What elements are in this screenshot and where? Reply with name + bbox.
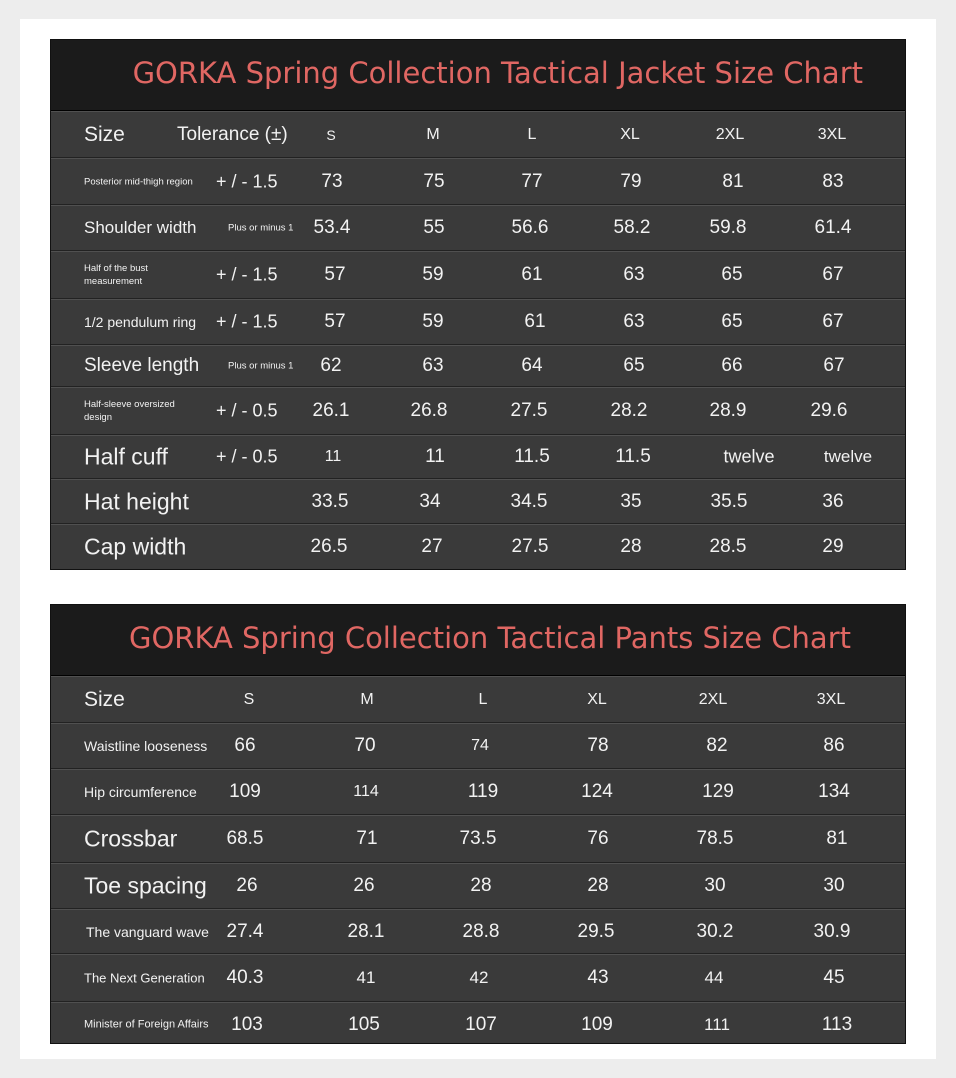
jacket-header-row xyxy=(51,111,905,158)
row-label: Toe spacing xyxy=(84,872,207,899)
value-cell: 113 xyxy=(821,1013,853,1035)
value-cell: 59 xyxy=(422,264,444,285)
size-col-s: S xyxy=(243,690,255,708)
value-cell: 29.6 xyxy=(810,400,848,421)
table-row xyxy=(51,524,905,568)
table-row xyxy=(51,815,905,863)
table-row xyxy=(51,387,905,435)
value-cell: 103 xyxy=(231,1013,263,1035)
value-cell: 28.8 xyxy=(462,920,500,942)
row-tolerance: + / - 0.5 xyxy=(216,400,278,421)
size-col-3xl: 3XL xyxy=(817,125,847,143)
size-header: Size xyxy=(84,687,125,711)
value-cell: 119 xyxy=(467,781,499,802)
value-cell: 11.5 xyxy=(514,446,550,467)
row-label: Hat height xyxy=(84,488,189,514)
table-row xyxy=(51,251,905,299)
size-col-2xl: 2XL xyxy=(715,125,745,143)
value-cell: 67 xyxy=(823,355,845,376)
value-cell: 107 xyxy=(465,1013,497,1035)
value-cell: 30.9 xyxy=(813,920,851,942)
pants-header-row xyxy=(51,676,905,723)
value-cell: 34.5 xyxy=(510,490,548,512)
row-label: Half-sleeve oversized design xyxy=(84,399,175,423)
value-cell: 56.6 xyxy=(511,217,549,238)
row-label: Minister of Foreign Affairs xyxy=(84,1018,209,1030)
value-cell: 30.2 xyxy=(696,920,734,942)
value-cell: 26 xyxy=(236,875,258,896)
value-cell: 67 xyxy=(822,264,844,285)
jacket-chart-title: GORKA Spring Collection Tactical Jacket Size Chart xyxy=(132,56,863,90)
row-tolerance: + / - 1.5 xyxy=(216,264,278,285)
value-cell: 53.4 xyxy=(313,217,351,238)
value-cell: 28 xyxy=(587,875,609,896)
value-cell: 55 xyxy=(423,217,445,238)
value-cell: 73 xyxy=(321,170,343,192)
table-row xyxy=(51,954,905,1002)
value-cell: 61 xyxy=(521,264,543,285)
size-col-m: M xyxy=(360,690,374,708)
value-cell: 81 xyxy=(722,170,744,192)
value-cell: 42 xyxy=(469,968,489,987)
value-cell: 134 xyxy=(818,781,850,802)
value-cell: 67 xyxy=(822,311,844,332)
value-cell: 35.5 xyxy=(710,490,748,512)
row-label: The Next Generation xyxy=(84,970,205,986)
row-tolerance: + / - 1.5 xyxy=(216,171,278,191)
row-label: Half cuff xyxy=(84,443,168,470)
tolerance-header: Tolerance (±) xyxy=(177,123,288,145)
value-cell: 30 xyxy=(704,875,726,896)
value-cell: 81 xyxy=(826,828,848,849)
value-cell: 45 xyxy=(823,967,845,988)
table-row xyxy=(51,205,905,251)
size-col-l: L xyxy=(527,125,537,143)
row-tolerance: + / - 0.5 xyxy=(216,446,278,467)
value-cell: 63 xyxy=(422,355,444,376)
row-label: Crossbar xyxy=(84,825,178,852)
value-cell: 78.5 xyxy=(696,828,734,849)
value-cell: twelve xyxy=(723,446,775,467)
value-cell: 63 xyxy=(623,264,645,285)
value-cell: 26.5 xyxy=(310,535,348,557)
value-cell: 27.5 xyxy=(511,535,549,557)
value-cell: 74 xyxy=(471,737,489,754)
value-cell: 11 xyxy=(425,446,445,467)
value-cell: 82 xyxy=(706,735,728,756)
row-label: Waistline looseness xyxy=(84,738,208,754)
value-cell: 61.4 xyxy=(814,217,852,238)
value-cell: 65 xyxy=(623,355,645,376)
table-row xyxy=(51,1002,905,1046)
value-cell: 71 xyxy=(356,828,378,849)
value-cell: 109 xyxy=(229,781,261,802)
row-tolerance: Plus or minus 1 xyxy=(228,360,294,372)
value-cell: 59 xyxy=(422,311,444,332)
value-cell: 73.5 xyxy=(459,828,497,849)
value-cell: 105 xyxy=(348,1013,380,1035)
value-cell: 28 xyxy=(470,875,492,896)
value-cell: 65 xyxy=(721,264,743,285)
value-cell: 70 xyxy=(354,735,376,756)
value-cell: 33.5 xyxy=(311,490,349,512)
table-row xyxy=(51,863,905,909)
value-cell: 83 xyxy=(822,170,844,192)
value-cell: 65 xyxy=(721,311,743,332)
value-cell: 63 xyxy=(623,311,645,332)
pants-chart-title: GORKA Spring Collection Tactical Pants Size Chart xyxy=(129,621,851,655)
value-cell: 27 xyxy=(421,535,443,557)
row-label: The vanguard wave xyxy=(86,923,209,940)
value-cell: 36 xyxy=(822,490,844,512)
value-cell: 27.5 xyxy=(510,400,548,421)
value-cell: 64 xyxy=(521,355,543,376)
value-cell: 43 xyxy=(587,967,609,988)
value-cell: 28 xyxy=(620,535,642,557)
value-cell: 35 xyxy=(620,490,642,512)
value-cell: 124 xyxy=(581,781,613,802)
table-row xyxy=(51,435,905,479)
table-row xyxy=(51,769,905,815)
value-cell: 28.5 xyxy=(709,535,747,557)
pants-title-bar xyxy=(51,605,905,676)
table-row xyxy=(51,909,905,954)
value-cell: 44 xyxy=(704,968,724,987)
value-cell: 66 xyxy=(721,355,743,376)
row-label: 1/2 pendulum ring xyxy=(84,314,197,330)
value-cell: 27.4 xyxy=(226,920,264,942)
row-tolerance: Plus or minus 1 xyxy=(228,222,294,234)
value-cell: 109 xyxy=(581,1013,613,1035)
row-label: Shoulder width xyxy=(84,218,197,237)
table-row xyxy=(51,299,905,345)
value-cell: 30 xyxy=(823,875,845,896)
value-cell: 28.2 xyxy=(610,400,648,421)
value-cell: 76 xyxy=(587,828,609,849)
size-col-xl: XL xyxy=(587,690,607,708)
value-cell: 59.8 xyxy=(709,217,747,238)
size-col-2xl: 2XL xyxy=(698,690,728,708)
jacket-size-chart xyxy=(50,39,906,570)
value-cell: 34 xyxy=(419,490,441,512)
value-cell: 28.1 xyxy=(347,920,385,942)
pants-size-chart xyxy=(50,604,906,1044)
value-cell: 111 xyxy=(704,1014,730,1034)
value-cell: twelve xyxy=(823,447,873,466)
row-label: Half of the bust measurement xyxy=(84,263,148,287)
value-cell: 11.5 xyxy=(615,446,651,467)
row-label: Sleeve length xyxy=(84,355,200,376)
value-cell: 28.9 xyxy=(709,400,747,421)
value-cell: 114 xyxy=(353,783,379,800)
table-row xyxy=(51,479,905,524)
value-cell: 129 xyxy=(702,781,734,802)
value-cell: 66 xyxy=(234,735,256,756)
size-header: Size xyxy=(84,122,125,146)
value-cell: 26 xyxy=(353,875,375,896)
value-cell: 11 xyxy=(324,448,342,465)
value-cell: 86 xyxy=(823,735,845,756)
value-cell: 57 xyxy=(324,264,346,285)
jacket-title-bar xyxy=(51,40,905,111)
row-label: Posterior mid-thigh region xyxy=(84,176,193,187)
value-cell: 61 xyxy=(524,311,546,332)
value-cell: 29.5 xyxy=(577,920,615,942)
size-col-l: L xyxy=(478,690,488,708)
size-col-s: S xyxy=(326,126,336,143)
page xyxy=(20,19,936,1059)
table-row xyxy=(51,345,905,387)
value-cell: 26.8 xyxy=(410,400,448,421)
row-label: Cap width xyxy=(84,533,187,559)
value-cell: 62 xyxy=(320,355,342,376)
row-tolerance: + / - 1.5 xyxy=(216,311,278,332)
value-cell: 77 xyxy=(521,170,543,192)
value-cell: 41 xyxy=(356,968,376,987)
value-cell: 68.5 xyxy=(226,828,264,849)
value-cell: 57 xyxy=(324,311,346,332)
size-col-m: M xyxy=(426,125,440,143)
value-cell: 58.2 xyxy=(613,217,651,238)
value-cell: 79 xyxy=(620,170,642,192)
value-cell: 40.3 xyxy=(226,967,264,988)
table-row xyxy=(51,723,905,769)
value-cell: 75 xyxy=(423,170,445,192)
value-cell: 26.1 xyxy=(312,400,350,421)
row-label: Hip circumference xyxy=(84,784,197,800)
value-cell: 78 xyxy=(587,735,609,756)
size-col-3xl: 3XL xyxy=(816,690,846,708)
table-row xyxy=(51,158,905,205)
value-cell: 29 xyxy=(822,535,844,557)
size-col-xl: XL xyxy=(620,125,640,143)
